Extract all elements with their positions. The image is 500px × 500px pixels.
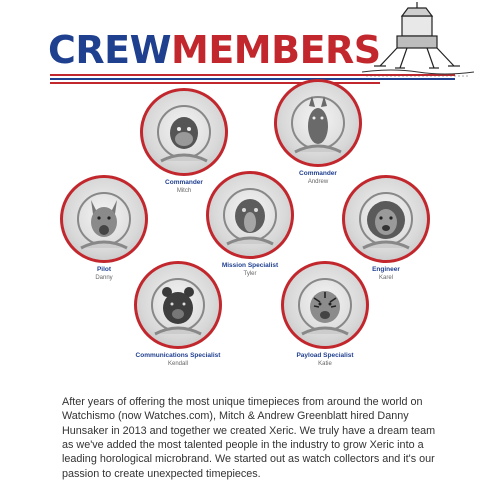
crew-member-katie [265, 261, 385, 368]
horse-astronaut-icon [274, 79, 362, 167]
wolf-astronaut-icon [60, 175, 148, 263]
crew-name: Tyler [243, 271, 257, 277]
crew-name: Katie [318, 361, 332, 367]
crew-role: Communications Specialist [135, 352, 221, 359]
crew-role: Commander [165, 179, 203, 186]
crew-role: Payload Specialist [296, 352, 354, 359]
crew-role: Engineer [372, 266, 400, 273]
baboon-astronaut-icon [206, 171, 294, 259]
crew-role: Commander [299, 170, 337, 177]
lion-astronaut-icon [342, 175, 430, 263]
chimpanzee-astronaut-icon [140, 88, 228, 176]
page-title [48, 28, 381, 72]
crew-name: Danny [95, 275, 113, 281]
crew-name: Mitch [176, 188, 192, 194]
header [0, 0, 500, 90]
crew-name: Kendall [167, 361, 188, 367]
crew-role: Pilot [96, 266, 112, 273]
about-paragraph: After years of offering the most unique timepieces from around the world on Watchismo (now Watches.com), Mitch & Andrew Greenblatt hired Danny Hunsaker in 2013 and together we created Xeric. We truly have a dream team as we've added the most talented people in the industry to grow Xeric into a leading horological microbrand. We started out as watch collectors and it's our passion to create unexpected timepieces. [62, 395, 436, 480]
lunar-lander-icon [362, 2, 474, 78]
bear-astronaut-icon [134, 261, 222, 349]
crew-name: Karel [378, 275, 393, 281]
crew-role: Mission Specialist [221, 262, 279, 269]
title-crew: CREW [48, 28, 172, 72]
tiger-astronaut-icon [281, 261, 369, 349]
crew-member-kendall [118, 261, 238, 368]
crew-member-andrew [258, 79, 378, 186]
title-members: MEMBERS [171, 28, 381, 72]
crew-name: Andrew [307, 179, 329, 185]
